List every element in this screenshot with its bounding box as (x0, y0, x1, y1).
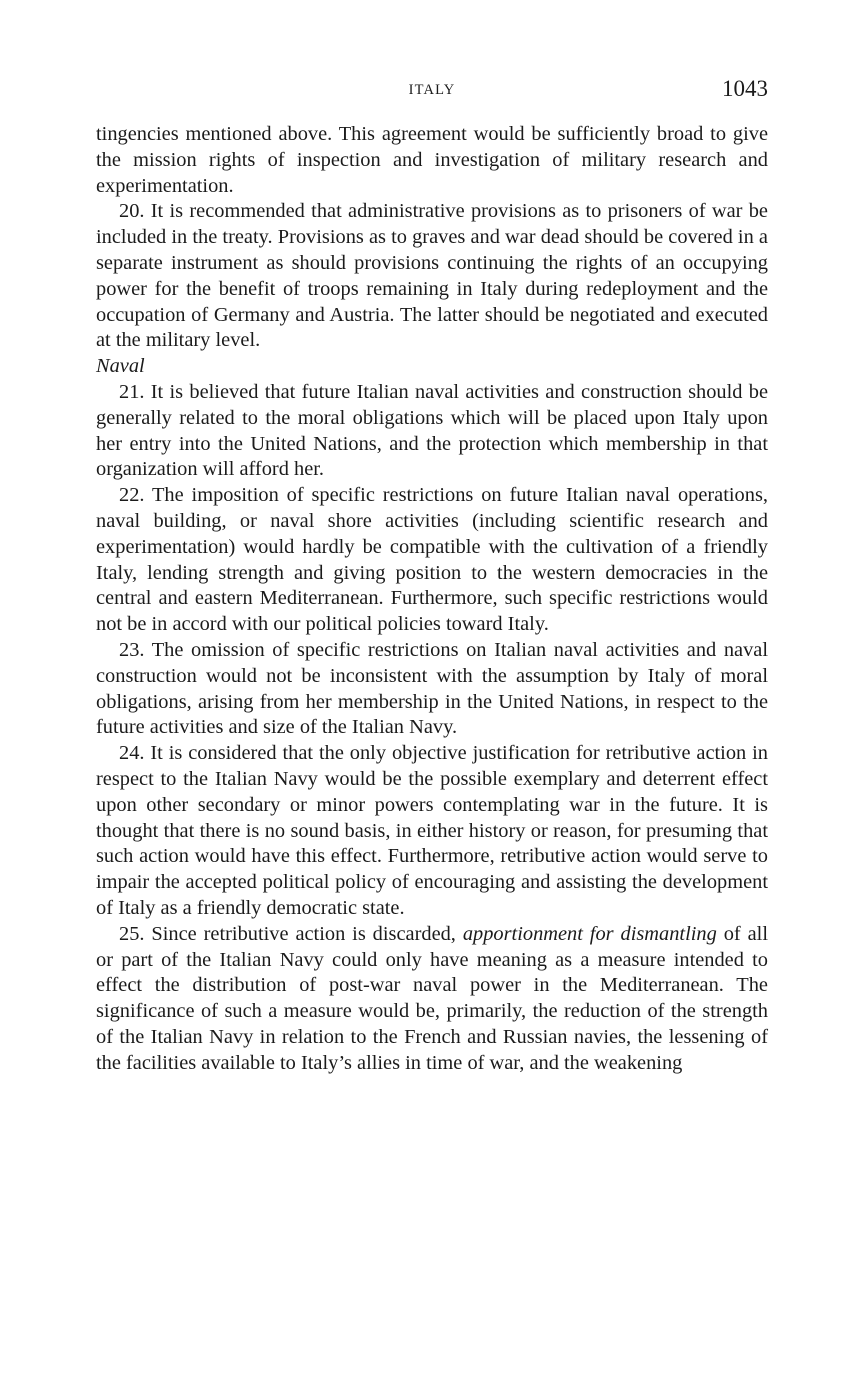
paragraph-22: 22. The imposition of specific restrictions on future Italian naval operations, naval building, or naval shore activities (including scientific research and experimentation) would hardly be compatible with the cultivation of a friendly Italy, lending strength and giving position to the western democracies in the central and eastern Mediterranean. Furthermore, such specific restrictions would not be in accord with our political policies toward Italy. (96, 484, 768, 636)
paragraph-25-rest: of all or part of the Italian Navy could only have meaning as a measure intended to effect the distribution of post-war naval power in the Mediterranean. The significance of such a measure would be, primarily, the reduction of the strength of the Italian Navy in relation to the French and Russian navies, the lessening of the facilities available to Italy’s allies in time of war, and the weakening (96, 922, 769, 1074)
page-number: 1043 (722, 76, 768, 101)
paragraph-20: 20. It is recommended that administrative provisions as to prisoners of war be included in the treaty. Provisions as to graves and war dead should be covered in a separate instrument as should provisions continuing the rights of an occupying power for the benefit of troops remaining in Italy during redeployment and the occupation of Germany and Austria. The latter should be negotiated and executed at the military level. (96, 200, 768, 352)
document-page (96, 76, 768, 1076)
paragraph-25-emphasis: apportionment for dismantling (462, 922, 717, 945)
running-title: ITALY (408, 82, 456, 98)
paragraph-21: 21. It is believed that future Italian naval activities and construction should be generally related to the moral obligations which will be placed upon Italy upon her entry into the United Nations, and the protection which membership in that organization will afford her. (96, 380, 768, 481)
body-text (96, 122, 768, 1076)
paragraph-25-lead: 25. Since retributive action is discarded, (119, 922, 463, 945)
continuation-paragraph: tingencies mentioned above. This agreement would be sufficiently broad to give the mission rights of inspection and investigation of military research and experimentation. (96, 123, 768, 197)
paragraph-25 (96, 922, 768, 1077)
paragraph-23: 23. The omission of specific restrictions on Italian naval activities and naval construction would not be inconsistent with the assumption by Italy of moral obligations, arising from her membership in the United Nations, in respect to the future activities and size of the Italian Navy. (96, 638, 768, 739)
running-head (96, 76, 768, 110)
section-heading-naval: Naval (96, 355, 145, 378)
paragraph-24: 24. It is considered that the only objective justification for retributive action in respect to the Italian Navy would be the possible exemplary and deterrent effect upon other secondary or minor powers contemplating war in the future. It is thought that there is no sound basis, in either history or reason, for presuming that such action would have this effect. Furthermore, retributive action would serve to impair the accepted political policy of encouraging and assisting the development of Italy as a friendly democratic state. (96, 742, 768, 919)
